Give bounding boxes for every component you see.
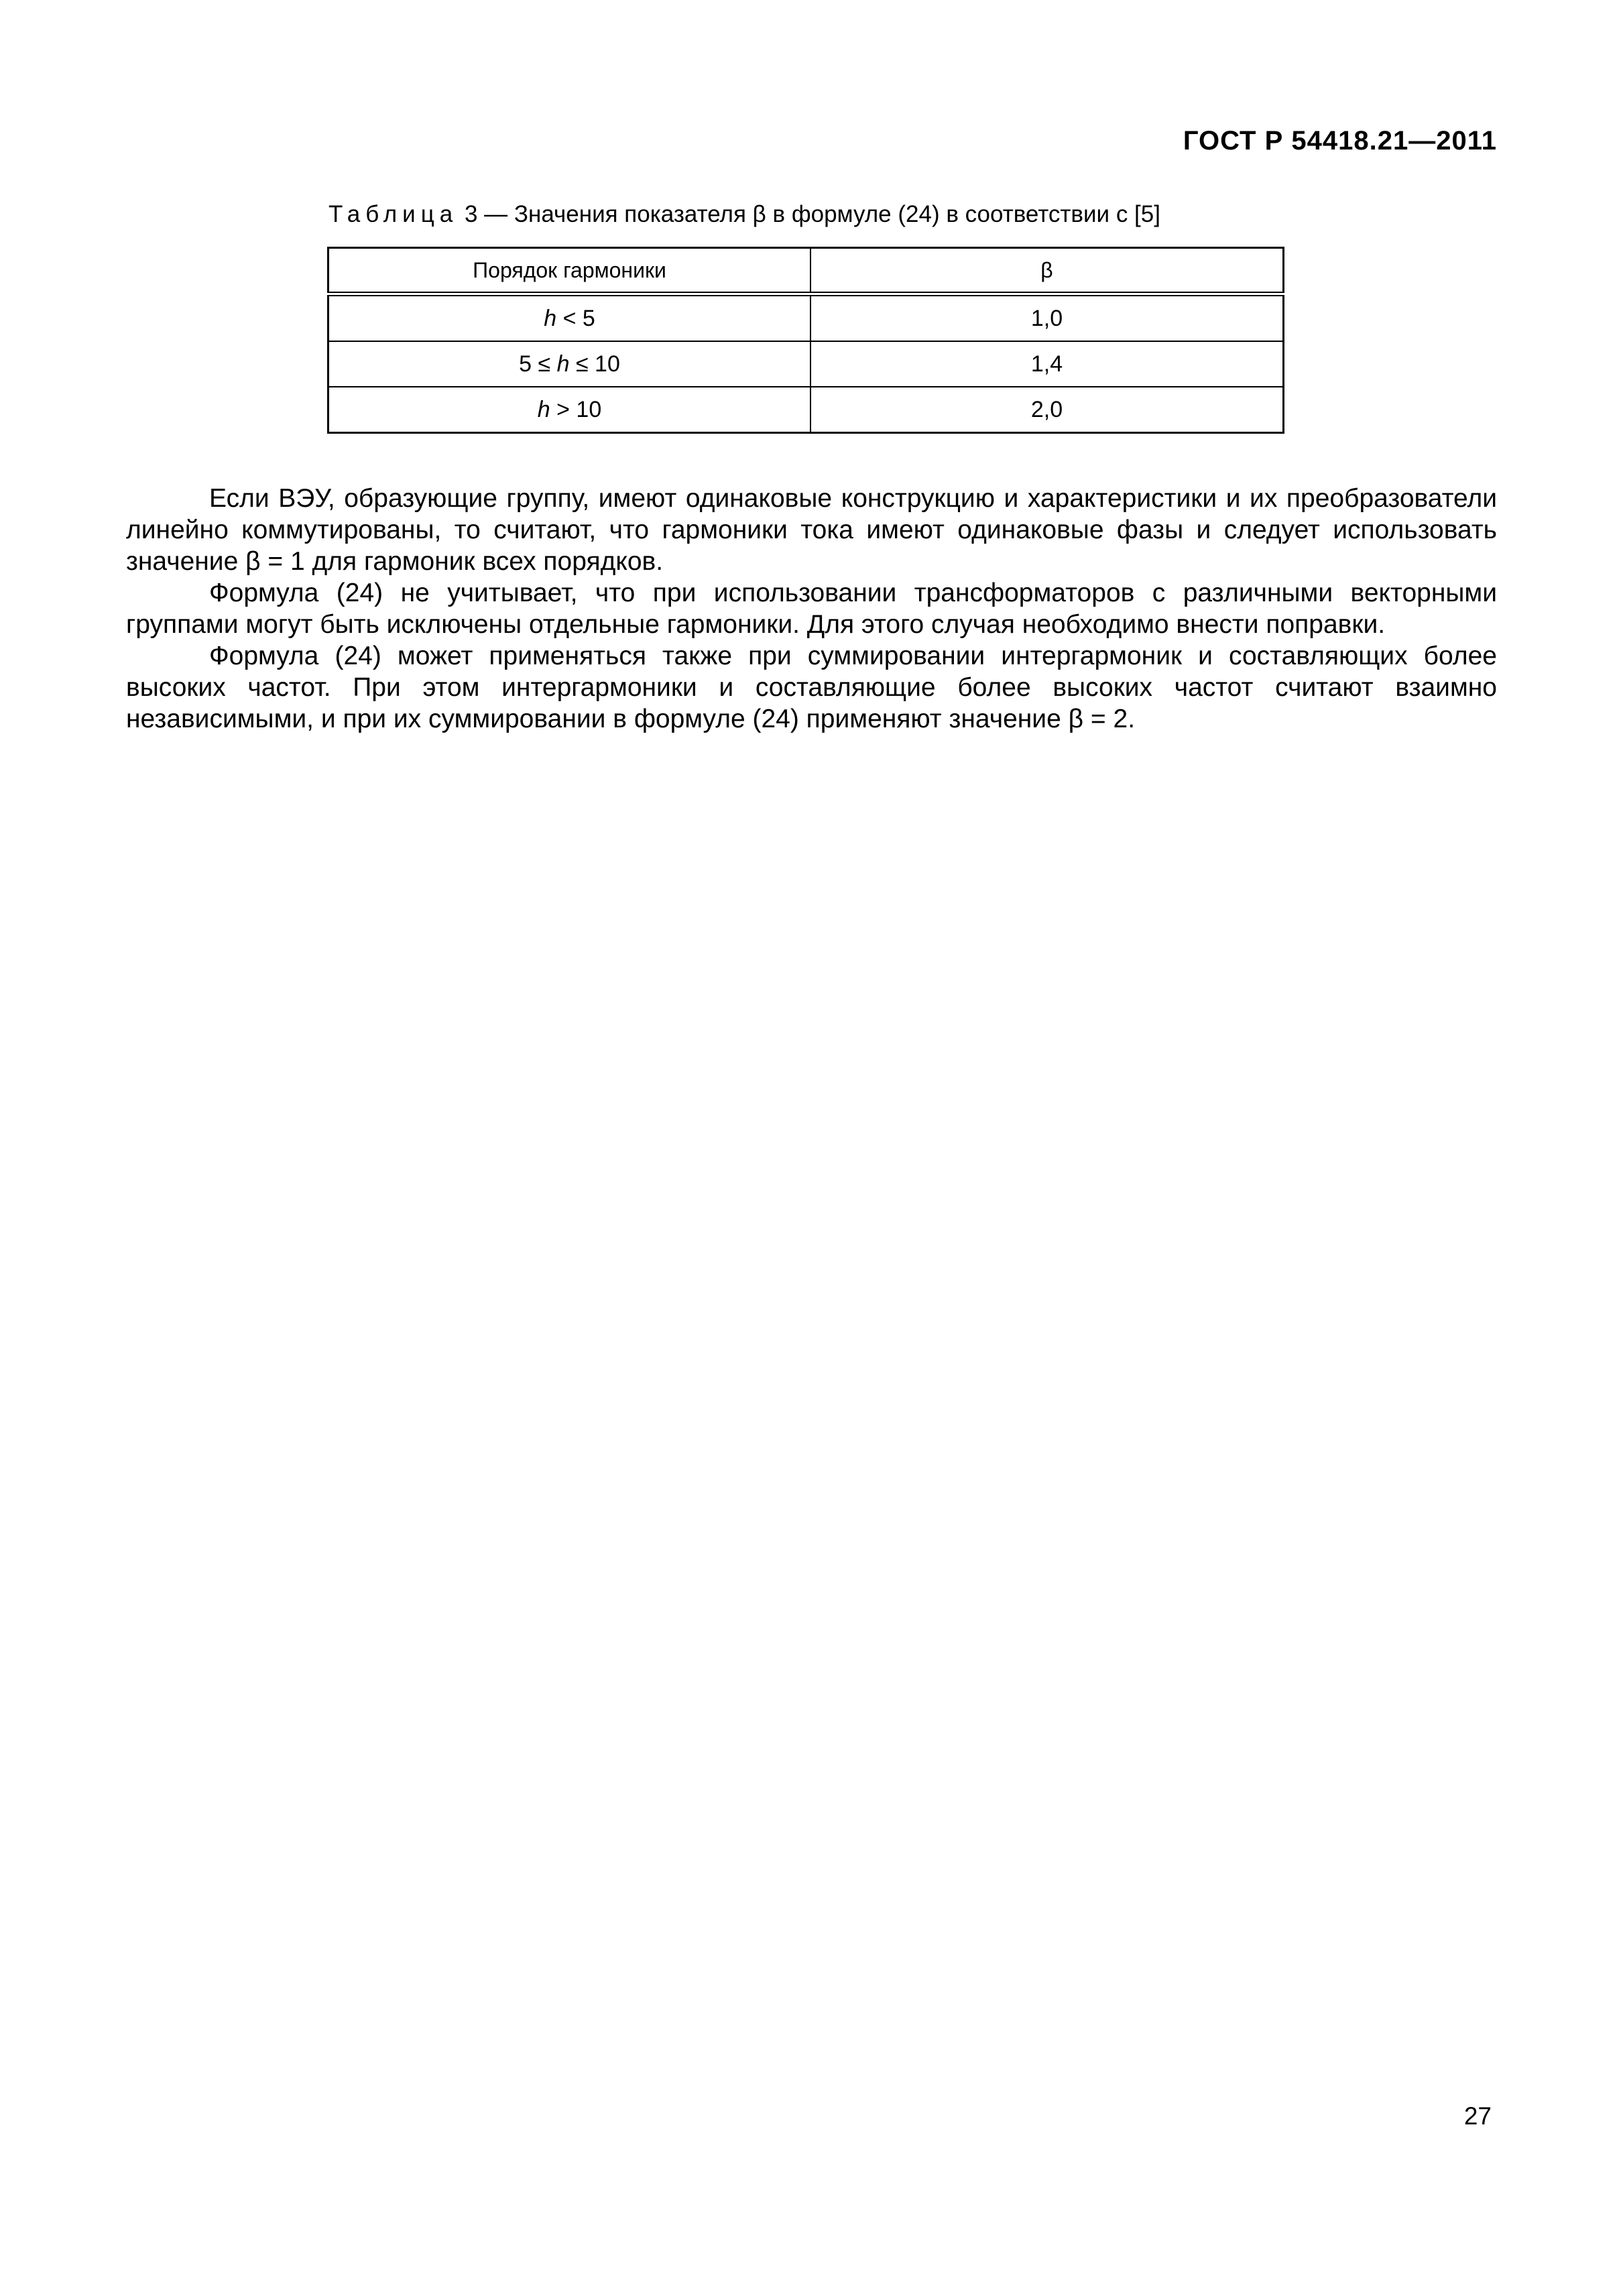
body-text	[126, 483, 1497, 735]
table-cell-order: h > 10	[328, 387, 811, 433]
table-header-row	[328, 248, 1284, 294]
table-caption-text: 3 — Значения показателя β в формуле (24) в соответствии с [5]	[464, 201, 1160, 227]
table-caption-prefix: Таблица	[328, 201, 459, 227]
table-cell-beta: 1,0	[810, 294, 1284, 342]
table-cell-beta: 2,0	[810, 387, 1284, 433]
paragraph: Формула (24) может применяться также при суммировании интергармоник и составляющих более высоких частот. При этом интергармоники и составляющие более высоких частот считают взаимно независимыми, и при их суммировании в формуле (24) применяют значение β = 2.	[126, 642, 1497, 733]
page-number: 27	[1463, 2102, 1492, 2130]
document-header: ГОСТ Р 54418.21—2011	[1183, 126, 1497, 156]
table-caption	[328, 201, 1160, 228]
table-row	[328, 294, 1284, 342]
column-header-beta: β	[810, 248, 1284, 294]
table-cell-order: 5 ≤ h ≤ 10	[328, 341, 811, 387]
harmonics-table	[327, 247, 1284, 434]
table-row	[328, 341, 1284, 387]
table-cell-order: h < 5	[328, 294, 811, 342]
column-header-harmonic-order: Порядок гармоники	[328, 248, 811, 294]
table-row	[328, 387, 1284, 433]
paragraph: Если ВЭУ, образующие группу, имеют одинаковые конструкцию и характеристики и их преобразователи линейно коммутированы, то считают, что гармоники тока имеют одинаковые фазы и следует использовать значение β = 1 для гармоник всех порядков.	[126, 484, 1497, 576]
paragraph: Формула (24) не учитывает, что при использовании трансформаторов с различными векторными группами могут быть исключены отдельные гармоники. Для этого случая необходимо внести поправки.	[126, 579, 1497, 639]
table-cell-beta: 1,4	[810, 341, 1284, 387]
